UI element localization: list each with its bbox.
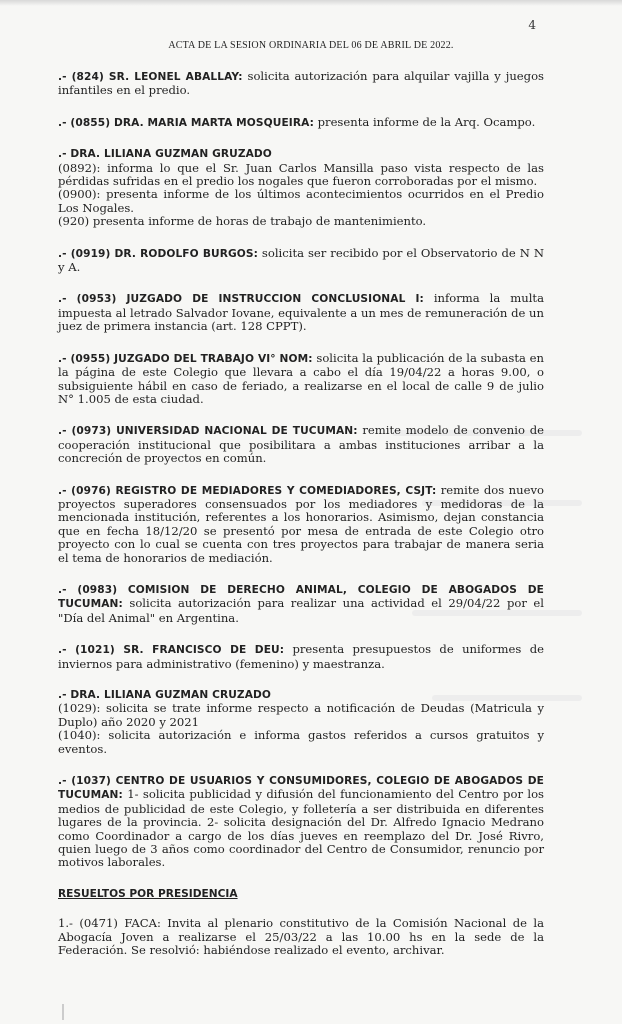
entry-heading: .- (0983) COMISION DE DERECHO ANIMAL, COLEGIO DE ABOGADOS DE TUCUMAN: (58, 583, 544, 611)
entry-text: solicita la publicación de la subasta en la página de este Colegio que llevara a cabo el día 19/04/22 a horas 9.00, o subsiguiente hábil en caso de feriado, a realizarse en el local de calle 9 de julio N° 1.005 de esta ciudad. (58, 350, 544, 406)
page-bottom-mark (62, 1004, 64, 1020)
entry (58, 247, 544, 275)
entry (58, 352, 544, 407)
entry (58, 70, 544, 98)
entry-text: 1- solicita publicidad y difusión del funcionamiento del Centro por los medios de publicidad de este Colegio, y folletería a ser distribuida en diferentes lugares de la provincia. 2- solicita designación del Dr. Alfredo Ignacio Medrano como Coordinador a cargo de los días jueves en reemplazo del Dr. José Rivro, quien luego de 3 años como coordinador del Centro de Consumidor, renuncio por motivos laborales. (58, 787, 544, 870)
entry-heading: .- (0919) DR. RODOLFO BURGOS: (58, 247, 258, 260)
entry-line: (1029): solicita se trate informe respecto a notificación de Deudas (Matricula y Duplo) año 2020 y 2021 (58, 701, 544, 729)
entry (58, 689, 544, 756)
entry-text: solicita ser recibido por el Observatorio de N N y A. (58, 245, 544, 275)
entry (58, 484, 544, 565)
entry-text: presenta informe de la Arq. Ocampo. (313, 114, 536, 129)
entry-text: solicita autorización para alquilar vajilla y juegos infantiles en el predio. (58, 69, 544, 98)
entry-heading: .- (1021) SR. FRANCISCO DE DEU: (58, 644, 285, 657)
entry (58, 774, 544, 870)
entry-text: remite modelo de convenio de cooperación institucional que posibilitara a ambas instituciones arribar a la concreción de proyectos en común. (58, 423, 544, 466)
entry-text: solicita autorización para realizar una actividad el 29/04/22 por el "Día del Animal" en Argentina. (58, 596, 544, 625)
entry-line: (0892): informa lo que el Sr. Juan Carlos Mansilla paso vista respecto de las pérdidas sufridas en el predio los nogales que fueron corroboradas por el mismo. (58, 160, 544, 189)
entry-heading: .- DRA. LILIANA GUZMAN CRUZADO (58, 689, 271, 701)
entry-heading: .- (0973) UNIVERSIDAD NACIONAL DE TUCUMAN: (58, 425, 358, 438)
entry-heading: .- (824) SR. LEONEL ABALLAY: (58, 71, 243, 83)
entry-line: (1040): solicita autorización e informa gastos referidos a cursos gratuitos y eventos. (58, 728, 544, 756)
entry-line: (920) presenta informe de horas de trabajo de mantenimiento. (58, 214, 427, 229)
entry-text: informa la multa impuesta al letrado Salvador Iovane, equivalente a un mes de remuneración de un juez de primera instancia (art. 128 CPPT). (58, 291, 544, 334)
entry-heading: .- (0855) DRA. MARIA MARTA MOSQUEIRA: (58, 116, 314, 129)
entry (58, 148, 544, 228)
section-item: 1.- (0471) FACA: Invita al plenario constitutivo de la Comisión Nacional de la Abogacía Joven a realizarse el 25/03/22 a las 10.00 hs en la sede de la Federación. Se resolvió: habiéndose realizado el evento, archivar. (58, 916, 544, 958)
entry (58, 116, 544, 130)
entry (58, 583, 544, 625)
entry-text: remite dos nuevo proyectos superadores consensuados por los mediadores y medidoras de la mencionada institución, referentes a los honorarios. Asimismo, dejan constancia que en fecha 18/12/20 se presentó por mesa de entrada de este Colegio otro proyecto con lo cual se cuenta con tres proyectos para trabajar de manera seria el tema de honorarios de mediación. (58, 482, 544, 565)
entry-heading: .- (0976) REGISTRO DE MEDIADORES Y COMEDIADORES, CSJT: (58, 484, 437, 497)
entry-heading: .- DRA. LILIANA GUZMAN GRUZADO (58, 148, 272, 161)
entry (58, 424, 544, 465)
entry (58, 292, 544, 333)
entry-text: presenta presupuestos de uniformes de inviernos para administrativo (femenino) y maestranza. (58, 642, 544, 671)
section-title: RESUELTOS POR PRESIDENCIA (58, 887, 238, 900)
entry-heading: .- (1037) CENTRO DE USUARIOS Y CONSUMIDORES, COLEGIO DE ABOGADOS DE TUCUMAN: (58, 775, 544, 802)
entry-heading: .- (0953) JUZGADO DE INSTRUCCION CONCLUSIONAL I: (58, 293, 424, 306)
document-body (58, 70, 544, 958)
page-number: 4 (528, 18, 536, 32)
document-header: ACTA DE LA SESION ORDINARIA DEL 06 DE ABRIL DE 2022. (168, 40, 454, 51)
page-top-edge (0, 0, 622, 6)
entry-line: (0900): presenta informe de los últimos acontecimientos ocurridos en el Predio Los Nogales. (58, 187, 544, 215)
entry-heading: .- (0955) JUZGADO DEL TRABAJO VI° NOM: (58, 352, 313, 365)
entry (58, 643, 544, 671)
